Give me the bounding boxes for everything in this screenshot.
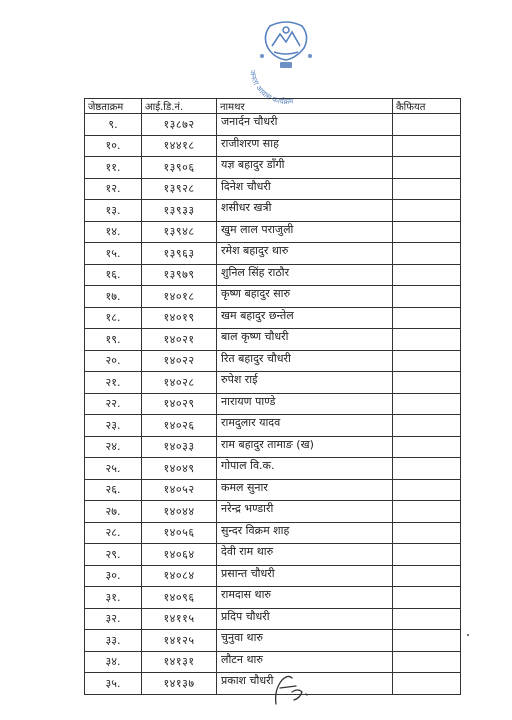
remarks-cell [393, 135, 461, 157]
header-remarks: कैफियत [393, 99, 461, 114]
name-cell: गोपाल वि.क. [217, 458, 393, 480]
table-row [85, 178, 461, 200]
table-body [85, 114, 461, 695]
table-row [85, 608, 461, 630]
id-number-cell: १४११५ [142, 608, 217, 630]
name-cell: देवी राम थारु [217, 544, 393, 566]
seniority-number-cell: १२. [85, 178, 142, 200]
id-number-cell: १४०१९ [142, 307, 217, 329]
table-row [85, 307, 461, 329]
remarks-cell [393, 415, 461, 437]
id-number-cell: १४०२६ [142, 415, 217, 437]
name-cell: प्रसान्त चौधरी [217, 565, 393, 587]
id-number-cell: १३९४८ [142, 221, 217, 243]
name-cell: खुम लाल पराजुली [217, 221, 393, 243]
name-cell: नारायण पाण्डे [217, 393, 393, 415]
remarks-cell [393, 393, 461, 415]
seniority-number-cell: २४. [85, 436, 142, 458]
remarks-cell [393, 479, 461, 501]
table-row [85, 393, 461, 415]
id-number-cell: १४०५२ [142, 479, 217, 501]
seniority-number-cell: २२. [85, 393, 142, 415]
id-number-cell: १४०५६ [142, 522, 217, 544]
table-row [85, 458, 461, 480]
name-cell: रुपेश राई [217, 372, 393, 394]
name-cell: प्रदिप चौधरी [217, 608, 393, 630]
header-name: नामथर [217, 99, 393, 114]
name-cell: जनार्दन चौधरी [217, 114, 393, 136]
seniority-number-cell: ३५. [85, 673, 142, 695]
seniority-table [84, 98, 461, 695]
table-row [85, 522, 461, 544]
seniority-number-cell: ३४. [85, 651, 142, 673]
id-number-cell: १४०१८ [142, 286, 217, 308]
name-cell: प्रकाश चौधरी [217, 673, 393, 695]
table-row [85, 565, 461, 587]
seniority-number-cell: २५. [85, 458, 142, 480]
seniority-number-cell: ३०. [85, 565, 142, 587]
seniority-number-cell: २१. [85, 372, 142, 394]
seniority-number-cell: १३. [85, 200, 142, 222]
seniority-number-cell: १६. [85, 264, 142, 286]
signature-icon [262, 668, 318, 710]
remarks-cell [393, 243, 461, 265]
id-number-cell: १४०६४ [142, 544, 217, 566]
table-row [85, 221, 461, 243]
seniority-number-cell: १४. [85, 221, 142, 243]
remarks-cell [393, 372, 461, 394]
id-number-cell: १४१३१ [142, 651, 217, 673]
id-number-cell: १४०२१ [142, 329, 217, 351]
remarks-cell [393, 307, 461, 329]
table-row [85, 286, 461, 308]
table-row [85, 587, 461, 609]
table-header-row [85, 99, 461, 114]
seniority-number-cell: २९. [85, 544, 142, 566]
remarks-cell [393, 350, 461, 372]
table-row [85, 200, 461, 222]
seal-graphic [236, 16, 336, 108]
id-number-cell: १४०४४ [142, 501, 217, 523]
id-number-cell: १४०२९ [142, 393, 217, 415]
id-number-cell: १३९७९ [142, 264, 217, 286]
name-cell: रमेश बहादुर थारु [217, 243, 393, 265]
id-number-cell: १४०९६ [142, 587, 217, 609]
signature-graphic [262, 668, 318, 710]
name-cell: राजीशरण साह [217, 135, 393, 157]
header-id-number: आई.डि.नं. [142, 99, 217, 114]
remarks-cell [393, 587, 461, 609]
remarks-cell [393, 608, 461, 630]
name-cell: यज्ञ बहादुर डाँगी [217, 157, 393, 179]
seniority-number-cell: २३. [85, 415, 142, 437]
seniority-number-cell: २८. [85, 522, 142, 544]
seniority-number-cell: १९. [85, 329, 142, 351]
name-cell: कमल सुनार [217, 479, 393, 501]
remarks-cell [393, 436, 461, 458]
seniority-number-cell: ३३. [85, 630, 142, 652]
table-row [85, 436, 461, 458]
seniority-number-cell: ११. [85, 157, 142, 179]
seniority-number-cell: २०. [85, 350, 142, 372]
id-number-cell: १४४१८ [142, 135, 217, 157]
seniority-number-cell: ३२. [85, 608, 142, 630]
name-cell: लौटन थारु [217, 651, 393, 673]
remarks-cell [393, 329, 461, 351]
name-cell: दिनेश चौधरी [217, 178, 393, 200]
remarks-cell [393, 264, 461, 286]
remarks-cell [393, 673, 461, 695]
header-seniority: जेष्ठताक्रम [85, 99, 142, 114]
id-number-cell: १४०२२ [142, 350, 217, 372]
seniority-number-cell: १८. [85, 307, 142, 329]
remarks-cell [393, 544, 461, 566]
remarks-cell [393, 565, 461, 587]
seniority-number-cell: ९. [85, 114, 142, 136]
id-number-cell: १४१२५ [142, 630, 217, 652]
name-cell: शसीधर खत्री [217, 200, 393, 222]
table-row [85, 157, 461, 179]
seniority-number-cell: १०. [85, 135, 142, 157]
table-row [85, 329, 461, 351]
name-cell: खम बहादुर छन्तेल [217, 307, 393, 329]
seal-arc-text: जनता आवास कार्यक्रम [247, 69, 294, 107]
table-row [85, 135, 461, 157]
table-row [85, 479, 461, 501]
table-row [85, 243, 461, 265]
table-row [85, 264, 461, 286]
table-row [85, 372, 461, 394]
table-row [85, 114, 461, 136]
name-cell: कृष्ण बहादुर सारु [217, 286, 393, 308]
seniority-number-cell: १७. [85, 286, 142, 308]
table-row [85, 630, 461, 652]
remarks-cell [393, 651, 461, 673]
id-number-cell: १४०८४ [142, 565, 217, 587]
seniority-number-cell: १५. [85, 243, 142, 265]
id-number-cell: १४०३३ [142, 436, 217, 458]
id-number-cell: १३९२८ [142, 178, 217, 200]
id-number-cell: १३९६३ [142, 243, 217, 265]
id-number-cell: १३८७२ [142, 114, 217, 136]
name-cell: रामदास थारु [217, 587, 393, 609]
remarks-cell [393, 200, 461, 222]
remarks-cell [393, 286, 461, 308]
id-number-cell: १४०२८ [142, 372, 217, 394]
remarks-cell [393, 458, 461, 480]
table-row [85, 501, 461, 523]
table-row [85, 544, 461, 566]
remarks-cell [393, 501, 461, 523]
seniority-number-cell: २७. [85, 501, 142, 523]
name-cell: बाल कृष्ण चौधरी [217, 329, 393, 351]
id-number-cell: १३९०६ [142, 157, 217, 179]
name-cell: सुन्दर विक्रम शाह [217, 522, 393, 544]
name-cell: रामदुलार यादव [217, 415, 393, 437]
remarks-cell [393, 178, 461, 200]
official-seal-icon [236, 16, 336, 108]
id-number-cell: १३९३३ [142, 200, 217, 222]
remarks-cell [393, 114, 461, 136]
name-cell: नरेन्द्र भण्डारी [217, 501, 393, 523]
ink-dot [467, 634, 469, 636]
seniority-number-cell: ३१. [85, 587, 142, 609]
name-cell: राम बहादुर तामाङ (ख) [217, 436, 393, 458]
remarks-cell [393, 157, 461, 179]
name-cell: चुनुवा थारु [217, 630, 393, 652]
name-cell: शुनिल सिंह राठौर [217, 264, 393, 286]
seniority-number-cell: २६. [85, 479, 142, 501]
remarks-cell [393, 630, 461, 652]
id-number-cell: १४०४९ [142, 458, 217, 480]
remarks-cell [393, 522, 461, 544]
name-cell: रित बहादुर चौधरी [217, 350, 393, 372]
table-row [85, 415, 461, 437]
remarks-cell [393, 221, 461, 243]
id-number-cell: १४१३७ [142, 673, 217, 695]
table-row [85, 350, 461, 372]
